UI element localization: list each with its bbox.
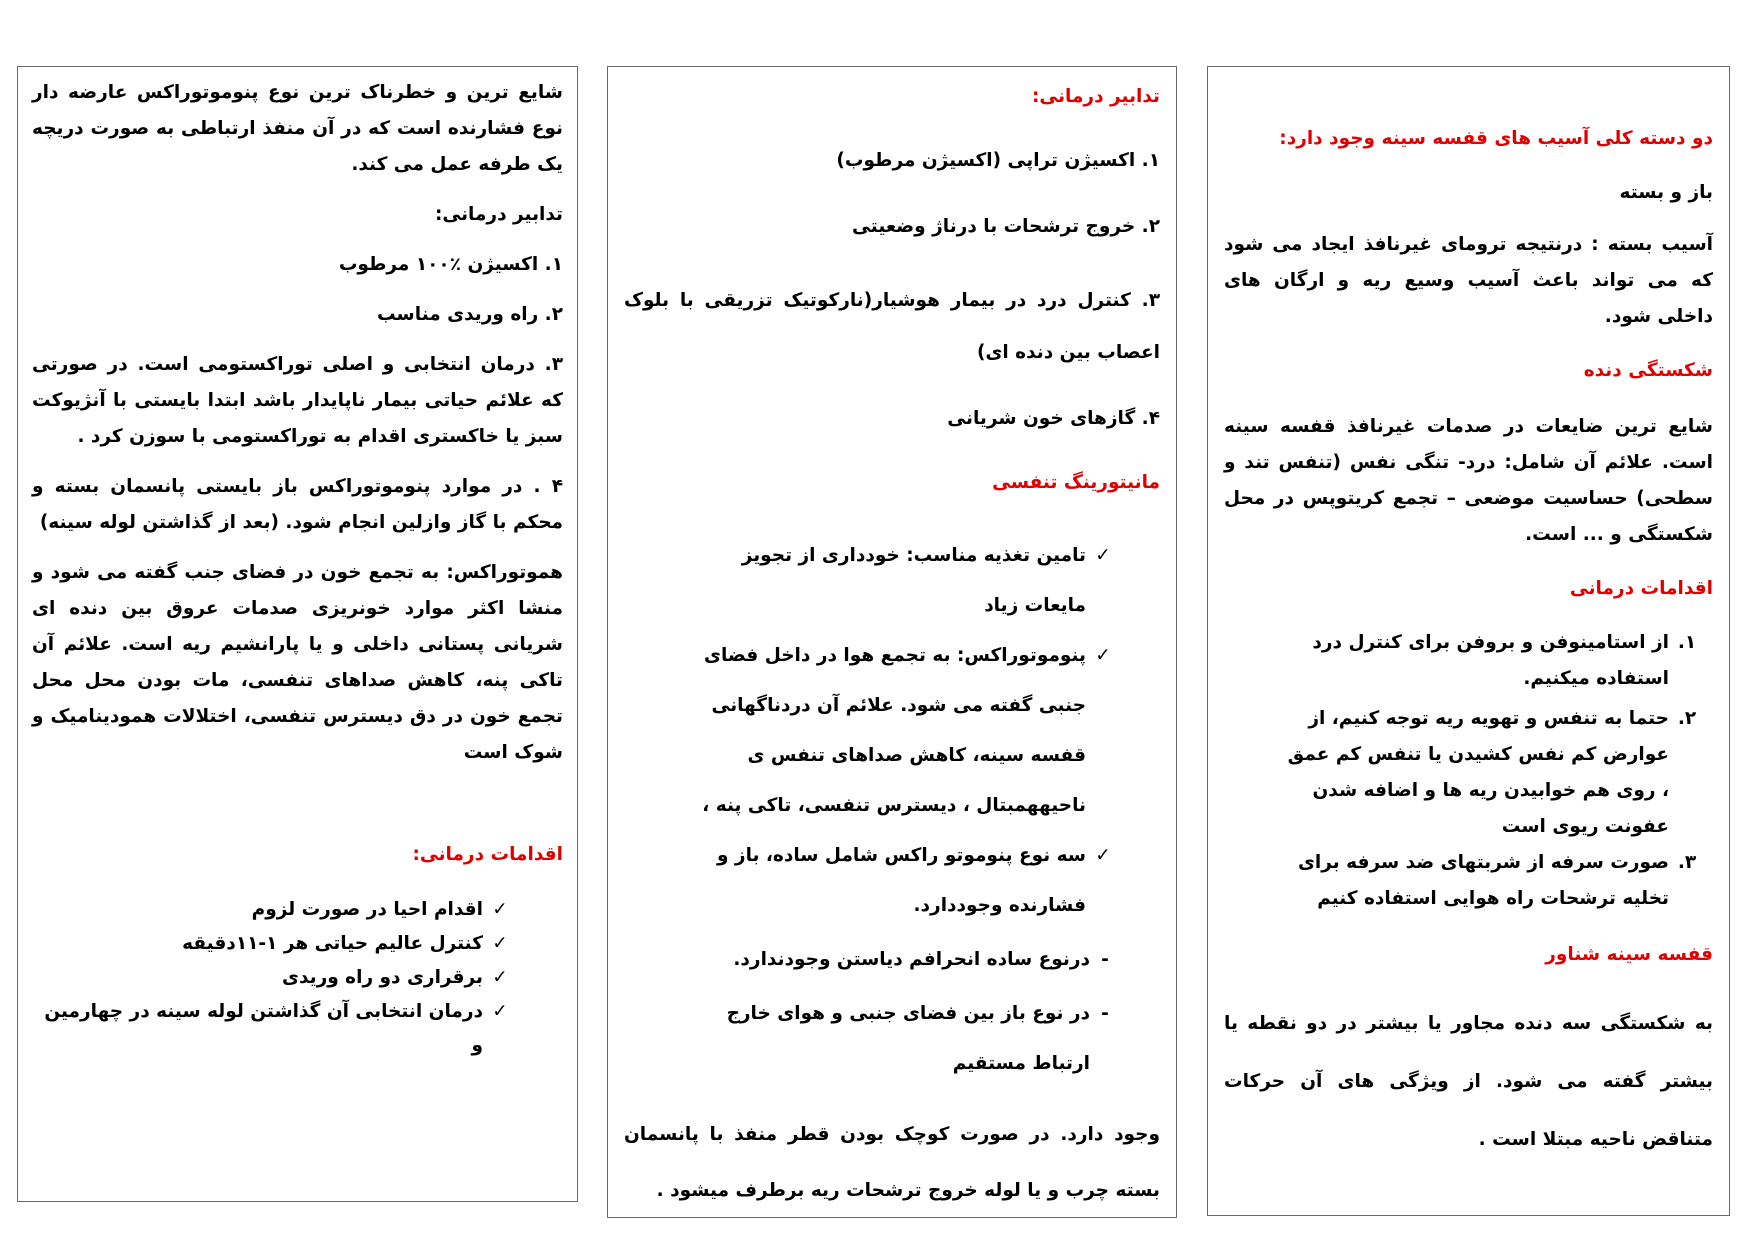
numbered-list xyxy=(1224,625,1713,917)
dash-text: در نوع باز بین فضای جنبی و هوای خارج ارتباط مستقیم xyxy=(726,1003,1090,1074)
list-text: حتما به تنفس و تهویه ریه توجه کنیم، از عوارض کم نفس کشیدن یا تنفس کم عمق ، روی هم خوابیدن ریه ها و اضافه شدن عفونت ریوی است xyxy=(1287,708,1669,837)
dash-text: درنوع ساده انحرافم دیاستن وجودندارد. xyxy=(733,949,1090,970)
check-icon: ✓ xyxy=(1095,645,1111,666)
check-text: درمان انتخابی آن گذاشتن لوله سینه در چهارمین و xyxy=(44,1001,483,1056)
paragraph: باز و بسته xyxy=(1619,182,1713,203)
list-number: ۲. xyxy=(1677,708,1697,729)
check-icon: ✓ xyxy=(492,1001,508,1022)
check-text: برقراری دو راه وریدی xyxy=(282,967,483,988)
check-item xyxy=(32,927,517,961)
list-text: از استامینوفن و بروفن برای کنترل درد استفاده میکنیم. xyxy=(1312,632,1669,689)
list-item xyxy=(1282,845,1705,917)
section-heading: تدابیر درمانی: xyxy=(1031,86,1160,107)
list-item xyxy=(1282,701,1705,845)
dash-list xyxy=(624,935,1160,1089)
section-heading: شکستگی دنده xyxy=(1583,360,1713,381)
paragraph: آسیب بسته : درنتیجه ترومای غیرنافذ ایجاد می شود که می تواند باعث آسیب وسیع ریه و ارگان های داخلی شود. xyxy=(1224,234,1713,327)
list-item: ۲. خروج ترشحات با درناژ وضعیتی xyxy=(852,216,1160,237)
left-column xyxy=(17,66,578,1202)
section-heading: تدابیر درمانی: xyxy=(434,204,563,225)
dash-marker: - xyxy=(1101,949,1109,970)
check-icon: ✓ xyxy=(492,967,508,988)
paragraph: به شکستگی سه دنده مجاور یا بیشتر در دو نقطه یا بیشتر گفته می شود. از ویژگی های آن حرکات متناقض ناحیه مبتلا است . xyxy=(1224,1013,1713,1150)
check-item xyxy=(684,831,1120,931)
check-text: اقدام احیا در صورت لزوم xyxy=(251,899,483,920)
list-item: ۱. اکسیژن تراپی (اکسیژن مرطوب) xyxy=(836,150,1160,171)
list-item: ۳. کنترل درد در بیمار هوشیار(نارکوتیک تزریقی با بلوک اعصاب بین دنده ای) xyxy=(624,290,1160,363)
dash-marker: - xyxy=(1101,1003,1109,1024)
section-heading: دو دسته کلی آسیب های قفسه سینه وجود دارد: xyxy=(1279,128,1713,149)
list-item: ۱. اکسیژن ٪۱۰۰ مرطوب xyxy=(338,254,563,275)
check-text: پنوموتوراکس: به تجمع هوا در داخل فضای جنبی گفته می شود. علائم آن دردناگهانی قفسه سینه، کاهش صداهای تنفس ی ناحیههمبتال ، دیسترس تنفسی، تاکی پنه ، xyxy=(702,645,1086,816)
check-icon: ✓ xyxy=(1095,545,1111,566)
list-item: ۴ . در موارد پنوموتوراکس باز بایستی پانسمان بسته و محکم با گاز وازلین انجام شود. (بعد از گذاشتن لوله سینه) xyxy=(32,476,563,533)
section-heading: قفسه سینه شناور xyxy=(1545,944,1713,965)
list-item: ۳. درمان انتخابی و اصلی توراکستومی است. در صورتی که علائم حیاتی بیمار ناپایدار باشد ابتدا بایستی با آنژیوکت سبز یا خاکستری اقدام به توراکستومی با سوزن کرد . xyxy=(32,354,563,447)
check-list xyxy=(624,531,1160,931)
list-item: ۴. گازهای خون شریانی xyxy=(947,408,1160,429)
check-icon: ✓ xyxy=(492,899,508,920)
check-icon: ✓ xyxy=(1095,845,1111,866)
check-text: تامین تغذیه مناسب: خودداری از تجویز مایعات زیاد xyxy=(741,545,1086,616)
check-item xyxy=(684,631,1120,831)
check-item xyxy=(32,961,517,995)
check-text: کنترل عالیم حیاتی هر ۱-۱۱دقیقه xyxy=(182,933,483,954)
paragraph: شایع ترین و خطرناک ترین نوع پنوموتوراکس عارضه دار نوع فشارنده است که در آن منفذ ارتباطی به صورت دریچه یک طرفه عمل می کند. xyxy=(32,82,563,175)
section-heading: اقدامات درمانی: xyxy=(412,844,563,865)
check-list xyxy=(32,893,563,1063)
check-text: سه نوع پنوموتو راکس شامل ساده، باز و فشارنده وجوددارد. xyxy=(716,845,1086,916)
right-column xyxy=(1207,66,1730,1216)
middle-column xyxy=(607,66,1177,1218)
section-heading: اقدامات درمانی xyxy=(1569,578,1713,599)
paragraph: شایع ترین ضایعات در صدمات غیرنافذ قفسه سینه است. علائم آن شامل: درد- تنگی نفس (تنفس تند و سطحی) حساسیت موضعی – تجمع کریتوپس در محل شکستگی و ... است. xyxy=(1224,416,1713,545)
check-item xyxy=(32,893,517,927)
list-number: ۳. xyxy=(1677,852,1697,873)
check-item xyxy=(684,531,1120,631)
dash-item xyxy=(674,989,1120,1089)
check-icon: ✓ xyxy=(492,933,508,954)
section-heading: مانیتورینگ تنفسی xyxy=(992,472,1160,493)
list-item xyxy=(1282,625,1705,697)
list-text: صورت سرفه از شربتهای ضد سرفه برای تخلیه ترشحات راه هوایی استفاده کنیم xyxy=(1297,852,1669,909)
paragraph: وجود دارد. در صورت کوچک بودن قطر منفذ با پانسمان بسته چرب و یا لوله خروج ترشحات ریه برطرف میشود . xyxy=(624,1124,1160,1201)
list-number: ۱. xyxy=(1677,632,1697,653)
check-item xyxy=(32,995,517,1063)
list-item: ۲. راه وریدی مناسب xyxy=(376,304,563,325)
paragraph: هموتوراکس: به تجمع خون در فضای جنب گفته می شود و منشا اکثر موارد خونریزی صدمات عروق بین دنده ای شریانی پستانی داخلی و یا پارانشیم ریه است. علائم آن تاکی پنه، کاهش صداهای تنفسی، مات بودن محل محل تجمع خون در دق دیسترس تنفسی، اختلالات همودینامیک و شوک است xyxy=(32,562,563,763)
dash-item xyxy=(674,935,1120,985)
